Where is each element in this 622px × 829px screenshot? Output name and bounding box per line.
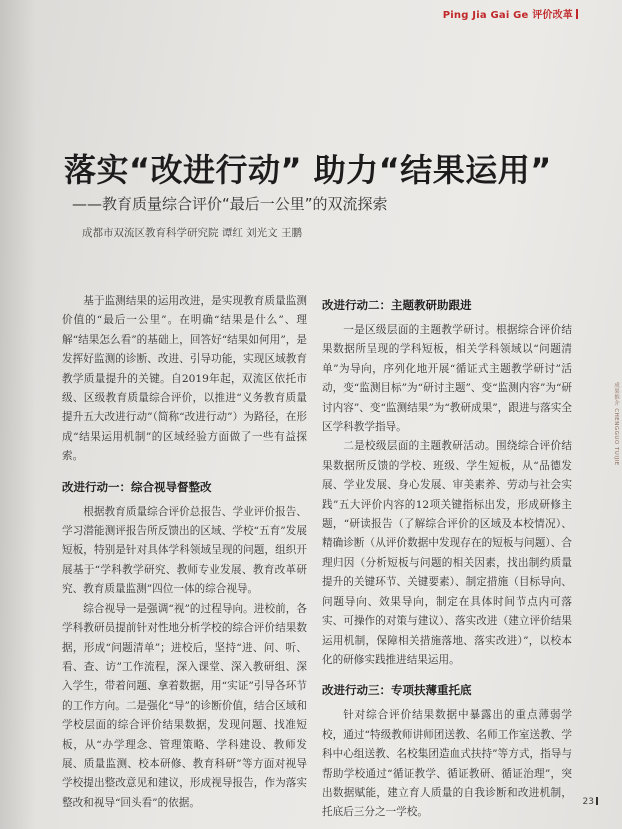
section-heading-2: 改进行动二：主题教研助跟进	[322, 298, 472, 312]
section-heading-1: 改进行动一：综合视导督整改	[62, 479, 212, 494]
section2-paragraph-1: 一是区级层面的主题教学研讨。根据综合评价结果数据所呈现的学科短板，相关学科领域以“问题清单”为导向，序列化地开展“循证式主题教学研讨”活动，变“监测目标”为“研讨主题”、变“监测内容”为“研讨内容”、变“监测结果”为“教研成果”，跟进与落实全区学科教学指导。	[322, 324, 572, 434]
right-column	[322, 295, 572, 823]
section1-paragraph-2: 综合视导一是强调“视”的过程导向。进校前，各学科教研员提前针对性地分析学校的综合评价结果数据，形成“问题清单”；进校后，坚持“进、问、听、看、查、访”工作流程，深入课堂、深入教研组、深入学生，带着问题、拿着数据，用“实证”引导各环节的工作方向。二是强化“导”的诊断价值，结合区域和学校层面的综合评价结果数据，发现问题、找准短板，从“办学理念、管理策略、学科建设、教师发展、质量监测、校本研修、教育科研”等方面对视导学校提出整改意见和建议，形成视导报告，作为落实整改和视导“回头看”的依据。	[62, 602, 307, 809]
left-column	[62, 292, 307, 813]
running-head	[443, 6, 578, 21]
section3-paragraph-1: 针对综合评价结果数据中暴露出的重点薄弱学校，通过“特级教师讲师团送教、名师工作室送教、学科中心组送教、名校集团造血式扶持”等方式，指导与帮助学校通过“循证教学、循证教研、循证治理”，突出数据赋能，建立育人质量的自我诊断和改进机制，托底后三分之一学校。	[322, 709, 572, 819]
intro-paragraph: 基于监测结果的运用改进，是实现教育质量监测价值的“最后一公里”。在明确“结果是什么”、理解“结果怎么看”的基础上，回答好“结果如何用”，是发挥好监测的诊断、改进、引导功能，实现区域教育教学质量提升的关键。自2019年起，双流区依托市级、区级教育质量综合评价，以推进“义务教育质量提升五大改进行动”（简称“改进行动”）为路径，在形成“结果运用机制”的区域经验方面做了一些有益探索。	[62, 295, 307, 463]
section2-paragraph-2: 二是校级层面的主题教研活动。围绕综合评价结果数据所反馈的学校、班级、学生短板，从“品德发展、学业发展、身心发展、审美素养、劳动与社会实践”五大评价内容的12项关键指标出发，形成研修主题，“研读报告（了解综合评价的区域及本校情况）、精确诊断（从评价数据中发现存在的短板与问题）、合理归因（分析短板与问题的相关因素，找出制约质量提升的关键环节、关键要素）、制定措施（目标导向、问题导向、效果导向，制定在具体时间节点内可落实、可操作的对策与建议）、落实改进（建立评价结果运用机制，保障相关措施落地、落实改进）”，以校本化的研修实践推进结果运用。	[322, 440, 572, 666]
running-head-text: Ping Jia Gai Ge 评价改革	[442, 10, 573, 21]
page-number-text: 23	[582, 797, 594, 807]
section1-paragraph-1: 根据教育质量综合评价总报告、学业评价报告、学习潜能测评报告所反馈出的区域、学校“五育”发展短板，特别是针对具体学科领域呈现的问题，组织开展基于“学科教学研究、教师专业发展、教育改革研究、教育质量监测”四位一体的综合视导。	[62, 505, 307, 596]
running-head-bar	[576, 9, 578, 19]
article-authors: 成都市双流区教育科学研究院 谭红 刘光文 王鹏	[82, 227, 303, 239]
article-subtitle: ——教育质量综合评价“最后一公里”的双流探索	[72, 195, 388, 213]
side-section-tab: 成果推介 CHENGGUO TUIJIE	[613, 382, 619, 466]
page-number	[583, 797, 598, 807]
article-title: 落实“改进行动” 助力“结果运用”	[64, 151, 552, 189]
section-heading-3: 改进行动三：专项扶薄重托底	[322, 683, 472, 698]
page-gutter-shadow	[0, 0, 36, 829]
page-number-bar	[596, 797, 598, 805]
